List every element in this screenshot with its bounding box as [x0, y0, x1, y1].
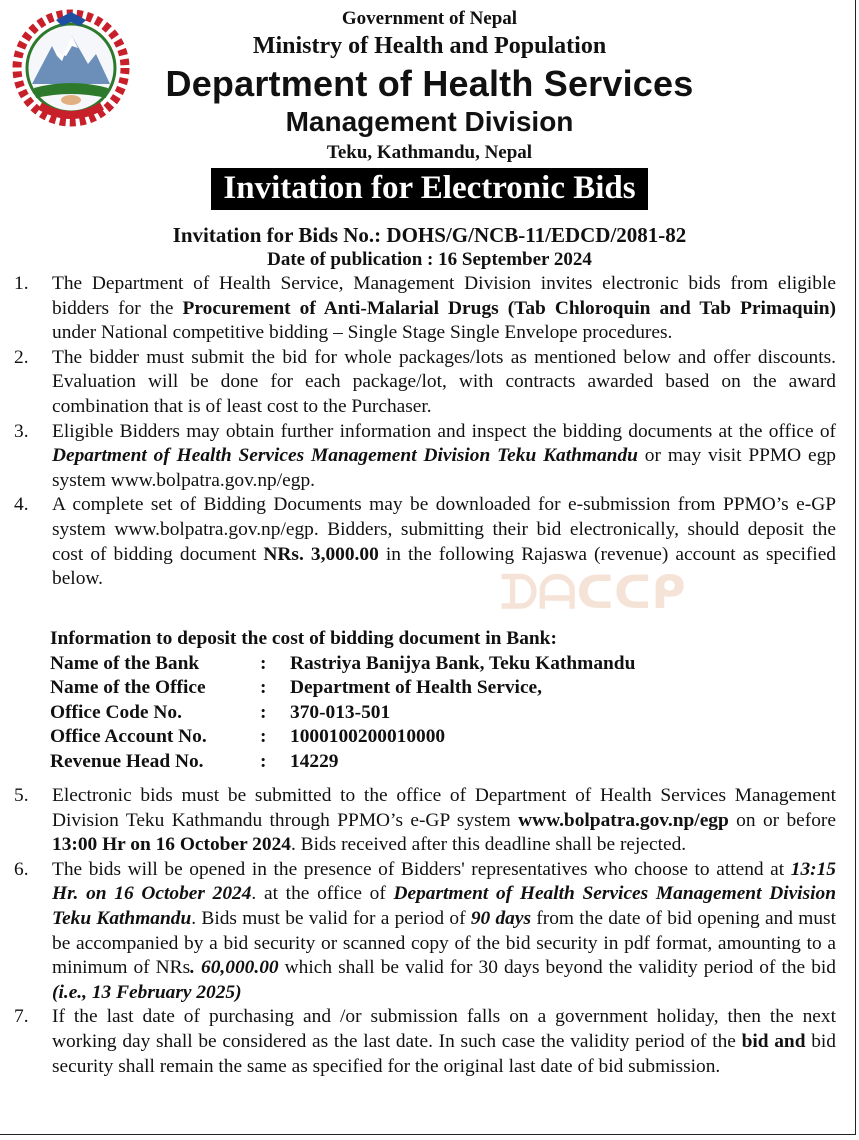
clause-number: 4. — [14, 494, 29, 516]
clause-4 — [14, 493, 836, 591]
clause-text: A complete set of Bidding Documents may be downloaded for e-submission from PPMO’s e-GP system www.bolpatra.gov.np/egp. Bidders, submitting their bid electronically, should deposit the cost of bidding document NRs. 3,000.00 in the following Rajaswa (revenue) account as specified below. — [52, 494, 836, 590]
bank-row: Office Code No. : 370-013-501 — [50, 701, 391, 723]
clause-number: 2. — [14, 346, 29, 368]
clause-number: 3. — [14, 420, 29, 442]
bank-row: Office Account No. : 1000100200010000 — [50, 726, 446, 748]
ministry-title: Ministry of Health and Population — [252, 33, 607, 59]
clause-text: The bidder must submit the bid for whole packages/lots as mentioned below and offer discounts. Evaluation will be done for each package/lot, with contracts awarded based on the award combination that is of least cost to the Purchaser. — [52, 346, 836, 417]
clause-1 — [14, 272, 836, 346]
ifb-number: Invitation for Bids No.: DOHS/G/NCB-11/EDCD/2081-82 — [172, 223, 687, 247]
clause-7 — [14, 1005, 836, 1079]
clause-number: 6. — [14, 858, 29, 880]
clause-text: The bids will be opened in the presence of Bidders' representatives who choose to attend at 13:15 Hr. on 16 October 2024. at the office of Department of Health Services Management Division Teku Kathmandu. Bids must be valid for a period of 90 days from the date of bid opening and must be accompanied by a bid security or scanned copy of the bid security in pdf format, amounting to a minimum of NRs. 60,000.00 which shall be valid for 30 days beyond the validity period of the bid (i.e., 13 February 2025) — [52, 858, 836, 1003]
invitation-banner: Invitation for Electronic Bids — [211, 168, 647, 210]
clause-text: Electronic bids must be submitted to the office of Department of Health Services Management Division Teku Kathmandu through PPMO’s e-GP system www.bolpatra.gov.np/egp on or before 13:00 Hr on 16 October 2024. Bids received after this deadline shall be rejected. — [52, 785, 836, 856]
clause-5 — [14, 784, 836, 858]
bank-row: Name of the Office : Department of Health Service, — [50, 677, 543, 699]
clause-text: Eligible Bidders may obtain further information and inspect the bidding documents at the office of Department of Health Services Management Division Teku Kathmandu or may visit PPMO egp system www.bolpatra.gov.np/egp. — [52, 420, 836, 491]
bank-info-heading: Information to deposit the cost of bidding document in Bank: — [50, 628, 557, 649]
watermark-logo: ᗪᗩᑕᑕᑭ — [500, 565, 686, 619]
clause-number: 5. — [14, 785, 29, 806]
bank-row: Name of the Bank : Rastriya Banijya Bank, Teku Kathmandu — [50, 652, 636, 674]
clauses-1-4 — [14, 272, 836, 592]
clause-2 — [14, 346, 836, 420]
clause-number: 1. — [14, 273, 29, 294]
clauses-5-7 — [14, 784, 836, 1079]
clause-number: 7. — [14, 1006, 29, 1028]
government-title: Government of Nepal — [341, 8, 518, 29]
clause-6 — [14, 858, 836, 1006]
division-title: Management Division — [285, 106, 574, 137]
bank-info-block — [50, 627, 635, 775]
bank-row: Revenue Head No. : 14229 — [50, 750, 339, 772]
clause-text: The Department of Health Service, Management Division invites electronic bids from eligible bidders for the Procurement of Anti-Malarial Drugs (Tab Chloroquin and Tab Primaquin) under National competitive bidding – Single Stage Single Envelope procedures. — [52, 273, 836, 344]
location-text: Teku, Kathmandu, Nepal — [326, 142, 533, 163]
publication-date: Date of publication : 16 September 2024 — [267, 249, 592, 270]
clause-text: If the last date of purchasing and /or submission falls on a government holiday, then the next working day shall be considered as the last date. In such case the validity period of the bid and bid security shall remain the same as specified for the original last date of bid submission. — [52, 1006, 836, 1077]
clause-3 — [14, 420, 836, 494]
department-title: Department of Health Services — [165, 63, 694, 104]
